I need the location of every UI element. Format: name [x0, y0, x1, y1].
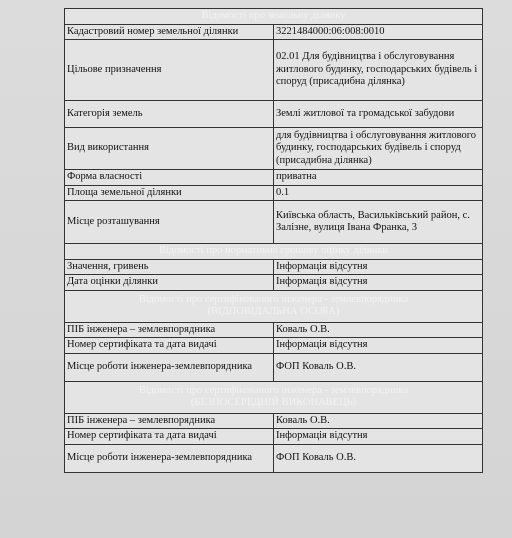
table-row: [65, 185, 483, 201]
row-label: Значення, гривень: [65, 259, 274, 275]
table-row: [65, 40, 483, 101]
table-row: [65, 275, 483, 291]
row-value: Інформація відсутня: [274, 275, 483, 291]
row-label: Категорія земель: [65, 101, 274, 128]
table-row: [65, 353, 483, 381]
section-header-engineer-responsible: [65, 290, 483, 322]
table-row: [65, 24, 483, 40]
row-value: 02.01 Для будівництва і обслуговування житлового будинку, господарських будівель і споруд (присадибна ділянка): [274, 40, 483, 101]
table-row: [65, 101, 483, 128]
row-label: Вид використання: [65, 128, 274, 170]
table-row: [65, 259, 483, 275]
section-header-engineer-executor: [65, 381, 483, 413]
section-header-land: [65, 9, 483, 25]
row-value: приватна: [274, 170, 483, 186]
section-title: Відомості про сертифікованого інженера - землевпорядника (БЕЗПОСЕРЕДНІЙ ВИКОНАВЕЦЬ): [65, 381, 483, 413]
row-value: ФОП Коваль О.В.: [274, 353, 483, 381]
row-label: Місце розташування: [65, 201, 274, 244]
row-value: Київська область, Васильківський район, с. Залізне, вулиця Івана Франка, 3: [274, 201, 483, 244]
table-row: [65, 201, 483, 244]
row-value: Інформація відсутня: [274, 429, 483, 445]
row-label: Кадастровий номер земельної ділянки: [65, 24, 274, 40]
row-label: Місце роботи інженера-землевпорядника: [65, 353, 274, 381]
table-row: [65, 322, 483, 338]
table-row: [65, 128, 483, 170]
row-label: Номер сертифіката та дата видачі: [65, 338, 274, 354]
row-label: Дата оцінки ділянки: [65, 275, 274, 291]
row-value: Коваль О.В.: [274, 322, 483, 338]
section-header-valuation: [65, 244, 483, 260]
section-title: Відомості про сертифікованого інженера - землевпорядника (ВІДПОВІДАЛЬНА ОСОБА): [65, 290, 483, 322]
table-row: [65, 338, 483, 354]
row-value: Інформація відсутня: [274, 338, 483, 354]
land-info-table: [64, 8, 483, 473]
row-label: Площа земельної ділянки: [65, 185, 274, 201]
row-label: Цільове призначення: [65, 40, 274, 101]
table-row: [65, 429, 483, 445]
table-row: [65, 413, 483, 429]
row-value: Землі житлової та громадської забудови: [274, 101, 483, 128]
row-label: ПІБ інженера – землевпорядника: [65, 413, 274, 429]
row-value: 3221484000:06:008:0010: [274, 24, 483, 40]
row-label: Форма власності: [65, 170, 274, 186]
row-label: Місце роботи інженера-землевпорядника: [65, 444, 274, 472]
row-value: 0.1: [274, 185, 483, 201]
row-value: Інформація відсутня: [274, 259, 483, 275]
table-row: [65, 444, 483, 472]
section-title: Відомості про нормативно грошову оцінку ділянки: [65, 244, 483, 260]
row-value: ФОП Коваль О.В.: [274, 444, 483, 472]
row-label: Номер сертифіката та дата видачі: [65, 429, 274, 445]
section-title: Відомості про земельну ділянку: [65, 9, 483, 25]
row-label: ПІБ інженера – землевпорядника: [65, 322, 274, 338]
table-row: [65, 170, 483, 186]
row-value: Коваль О.В.: [274, 413, 483, 429]
row-value: для будівництва і обслуговування житлового будинку, господарських будівель і споруд (присадибна ділянка): [274, 128, 483, 170]
